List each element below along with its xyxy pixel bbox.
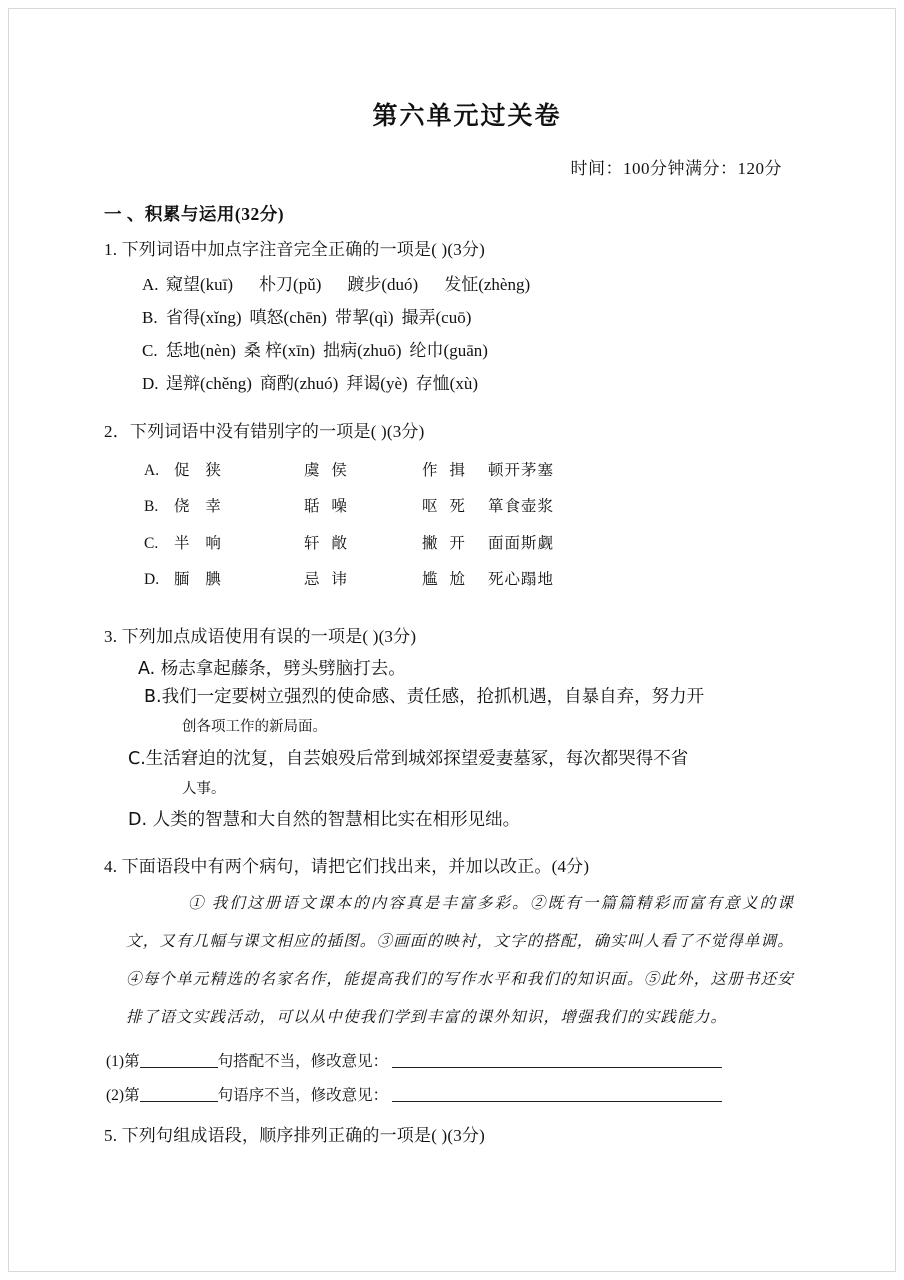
question-3-options-d [104,806,800,834]
option-word-4: 发怔(zhèng) [444,274,531,294]
option-word-2: 桑 梓(xīn) [243,341,316,361]
question-2-option-c[interactable] [144,526,800,562]
exam-meta-line: 时间：100分钟满分：120分 [570,159,782,178]
question-3-option-d[interactable]: D. 人类的智慧和大自然的智慧相比实在相形见绌。 [128,810,521,831]
option-letter: A. [142,274,159,294]
option-word-1: 侥 幸 [174,498,227,516]
page-title: 第六单元过关卷 [372,103,562,130]
option-letter: B. [144,498,159,516]
question-3-option-c-continued: 人事。 [182,780,226,797]
option-word-1: 促 狭 [174,462,227,480]
option-word-3: 撇 开 [422,534,469,552]
option-word-2: 虞 侯 [304,462,351,480]
option-word-3: 拜谒(yè) [346,374,408,394]
answer-blank-revision-1[interactable] [392,1067,722,1068]
option-word-1: 窥望(kuī) [166,274,234,294]
option-word-1: 半 响 [174,534,227,552]
option-letter: A. [144,462,160,480]
question-4-answer-row-2 [104,1079,800,1112]
question-4-stem: 4. 下面语段中有两个病句，请把它们找出来，并加以改正。(4分) [104,856,590,876]
answer-row-1-prefix: (1)第 [106,1053,140,1071]
question-3 [104,622,800,835]
question-5 [104,1121,800,1151]
answer-blank-sentence-1[interactable] [140,1067,218,1068]
question-2-option-b[interactable] [144,489,800,525]
question-1-option-b[interactable] [104,301,800,334]
answer-blank-sentence-2[interactable] [140,1101,218,1102]
option-word-2: 朴刀(pǔ) [259,274,322,294]
option-word-4: 纶巾(guān) [409,341,488,361]
option-letter: C. [142,341,158,361]
option-word-3: 拙病(zhuō) [323,341,402,361]
question-2-option-a[interactable] [144,453,800,489]
question-1-option-a[interactable] [104,268,800,301]
option-word-1: 恁地(nèn) [166,341,236,361]
question-2-options [104,453,800,599]
option-letter: D. [144,571,160,589]
question-4-answer-row-1 [104,1045,800,1078]
question-3-options-cd [104,745,800,773]
option-letter: C. [144,534,159,552]
option-letter: D. [142,374,159,394]
option-word-4: 面面斯觑 [488,534,555,552]
question-2 [104,417,800,598]
option-word-2: 聒 噪 [304,498,351,516]
question-3-option-a[interactable]: A. 杨志拿起藤条，劈头劈脑打去。 [138,658,406,679]
option-word-3: 呕 死 [422,498,469,516]
answer-row-2-middle: 句语序不当，修改意见： [217,1086,389,1104]
question-3-option-b-continued: 创各项工作的新局面。 [182,719,327,736]
option-word-2: 忌 讳 [304,571,351,589]
question-3-option-c[interactable]: C.生活窘迫的沈复，自芸娘殁后常到城郊探望爱妻墓冢，每次都哭得不省 [128,748,689,769]
option-word-3: 踱步(duó) [347,274,419,294]
option-word-4: 存恤(xù) [415,374,478,394]
question-2-stem: 2．下列词语中没有错别字的一项是( )(3分) [104,422,425,442]
question-3-options [104,655,800,712]
option-word-1: 省得(xǐng) [166,307,242,327]
option-word-4: 顿开茅塞 [488,462,555,480]
question-1-option-c[interactable] [104,334,800,367]
question-4-passage: ① 我们这册语文课本的内容真是丰富多彩。②既有一篇篇精彩而富有意义的课文，又有几幅与课文相应的插图。③画面的映衬，文字的搭配，确实叫人看了不觉得单调。④每个单元精选的名家名作，能提高我们的写作水平和我们的知识面。⑤此外，这册书还安排了语文实践活动，可以从中使我们学到丰富的课外知识，增强我们的实践能力。 [126,895,795,1027]
option-word-2: 嗔怒(chēn) [249,307,327,327]
question-1 [104,235,800,400]
option-word-4: 死心蹋地 [488,571,555,589]
question-5-stem: 5. 下列句组成语段，顺序排列正确的一项是( )(3分) [104,1125,485,1145]
option-word-2: 轩 敞 [304,534,351,552]
question-2-option-d[interactable] [144,562,800,598]
question-4 [104,852,800,1112]
answer-blank-revision-2[interactable] [392,1101,722,1102]
option-word-3: 带挈(qì) [334,307,394,327]
question-3-option-b[interactable]: B.我们一定要树立强烈的使命感、责任感，抢抓机遇，自暴自弃，努力开 [144,686,705,707]
option-word-1: 腼 腆 [174,571,227,589]
question-1-stem: 1. 下列词语中加点字注音完全正确的一项是( )(3分) [104,240,485,259]
question-1-options [104,268,800,401]
answer-row-2-prefix: (2)第 [106,1086,140,1104]
option-word-4: 箪食壶浆 [488,498,555,516]
option-word-1: 逞辩(chěng) [166,374,252,394]
question-1-option-d[interactable] [104,367,800,400]
option-word-4: 撮弄(cuō) [401,307,472,327]
option-word-3: 作 揖 [422,462,469,480]
option-word-3: 尴 尬 [422,571,469,589]
answer-row-1-middle: 句搭配不当，修改意见： [217,1053,389,1071]
section-heading-accumulation: 一 、积累与运用(32分) [104,204,285,224]
question-3-stem: 3. 下列加点成语使用有误的一项是( )(3分) [104,626,417,646]
option-letter: B. [142,307,158,327]
option-word-2: 商酌(zhuó) [259,374,339,394]
